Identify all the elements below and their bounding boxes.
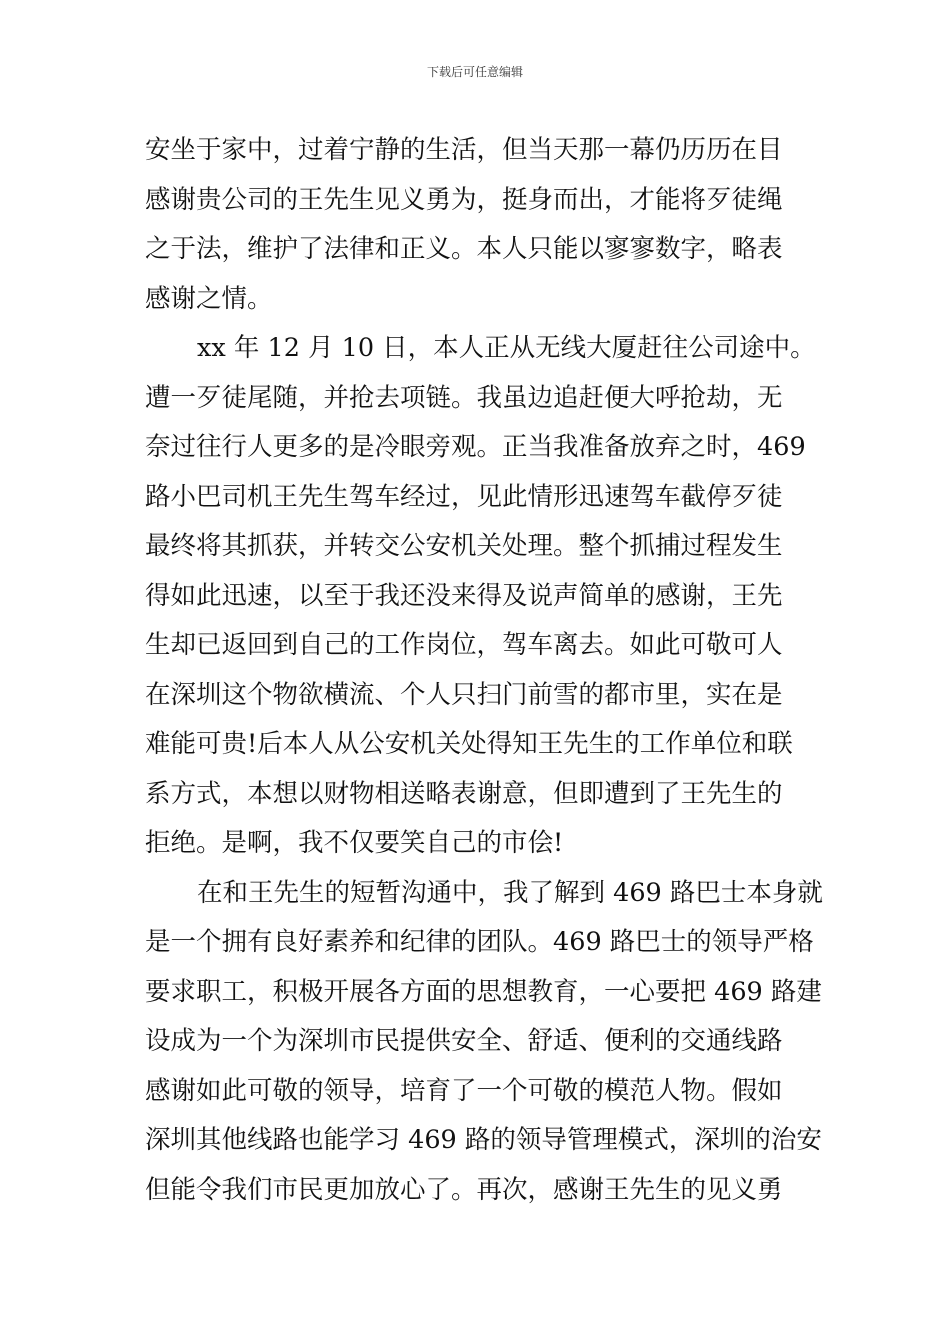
text-line: 生却已返回到自己的工作岗位，驾车离去。如此可敬可人	[145, 630, 783, 660]
text-line: 设成为一个为深圳市民提供安全、舒适、便利的交通线路	[145, 1026, 783, 1056]
text-line: 深圳其他线路也能学习 469 路的领导管理模式，深圳的治安	[145, 1125, 822, 1155]
text-line: 遭一歹徒尾随，并抢去项链。我虽边追赶便大呼抢劫，无	[145, 382, 783, 413]
text-line: 难能可贵!后本人从公安机关处得知王先生的工作单位和联	[145, 729, 793, 759]
text-line: 系方式，本想以财物相送略表谢意，但即遭到了王先生的	[145, 778, 783, 809]
text-line: 要求职工，积极开展各方面的思想教育，一心要把 469 路建	[145, 976, 822, 1007]
text-line: 感谢如此可敬的领导，培育了一个可敬的模范人物。假如	[145, 1075, 783, 1106]
text-line: 是一个拥有良好素养和纪律的团队。469 路巴士的领导严格	[145, 927, 814, 957]
page-header: 下载后可任意编辑	[426, 65, 523, 79]
text-line: 在和王先生的短暂沟通中，我了解到 469 路巴士本身就	[197, 877, 823, 908]
text-line: 路小巴司机王先生驾车经过，见此情形迅速驾车截停歹徒	[145, 481, 783, 512]
document-body	[145, 126, 825, 1215]
text-line: 感谢贵公司的王先生见义勇为，挺身而出，才能将歹徒绳	[145, 184, 783, 215]
text-line: 得如此迅速，以至于我还没来得及说声简单的感谢，王先	[145, 580, 783, 611]
text-line: 但能令我们市民更加放心了。再次，感谢王先生的见义勇	[145, 1174, 783, 1205]
text-line: 安坐于家中，过着宁静的生活，但当天那一幕仍历历在目	[145, 135, 783, 165]
text-line: 拒绝。是啊，我不仅要笑自己的市侩!	[145, 828, 564, 858]
text-line: 之于法，维护了法律和正义。本人只能以寥寥数字，略表	[145, 234, 783, 264]
text-line: xx 年 12 月 10 日，本人正从无线大厦赶往公司途中。	[197, 333, 816, 363]
text-line: 奈过往行人更多的是冷眼旁观。正当我准备放弃之时，469	[145, 432, 806, 462]
text-line: 在深圳这个物欲横流、个人只扫门前雪的都市里，实在是	[145, 679, 783, 710]
text-line: 感谢之情。	[145, 283, 273, 314]
text-line: 最终将其抓获，并转交公安机关处理。整个抓捕过程发生	[145, 531, 783, 561]
